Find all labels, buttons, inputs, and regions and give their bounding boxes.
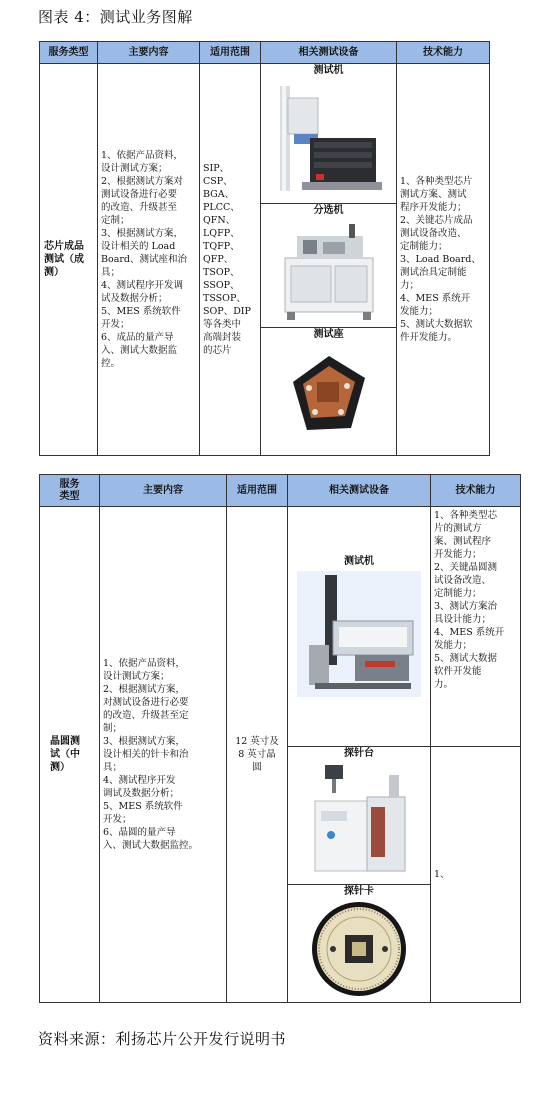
header-capability: 技术能力 — [397, 42, 490, 64]
equipment-label: 测试机 — [313, 65, 344, 76]
header-equipment: 相关测试设备 — [288, 475, 431, 507]
equipment-label: 测试机 — [344, 555, 374, 567]
prober-image — [305, 761, 413, 879]
scope-cell: SIP、CSP、 BGA、 PLCC、 QFN、 LQFP、 TQFP、 QFP、 TSOP、 SSOP、 TSSOP、 SOP、DIP 等各类中 高端封装 的芯片 — [200, 64, 261, 456]
main-content-cell: 1、依据产品资料， 设计测试方案； 2、根据测试方案， 对测试设备进行必要 的改造、升级甚至定 制； 3、根据测试方案， 设计相关的针卡和治 具； 4、测试程序开发 调试及数据分析； 5、MES 系统软件 开发； 6、晶圆的量产导 入、测试大数据监控。 — [100, 507, 227, 1003]
wafer-test-table — [39, 474, 521, 1003]
header-equipment: 相关测试设备 — [261, 42, 397, 64]
main-content-cell: 1、依据产品资料， 设计测试方案； 2、根据测试方案对 测试设备进行必要 的改造、升级甚至 定制； 3、根据测试方案， 设计相关的 Load Board、测试座和治 具； 4、测试程序开发调 试及数据分析； 5、MES 系统软件 开发； 6、成品的量产导 入、测试大数据监 控。 — [98, 64, 200, 456]
header-service-type: 服务 类型 — [40, 475, 100, 507]
handler-machine-image — [275, 218, 383, 322]
capability-cell: 1、各种类型芯片 测试方案、测试 程序开发能力； 2、关键芯片成品 测试设备改造、 定制能力； 3、Load Board、 测试治具定制能 力； 4、MES 系统开 发能力； 5、测试大数据软 件开发能力。 — [397, 64, 490, 456]
source-note: 资料来源：利扬芯片公开发行说明书 — [38, 1030, 287, 1048]
wafer-test-machine-image — [295, 569, 423, 699]
table-header-row — [40, 475, 521, 507]
table-row — [40, 64, 490, 204]
header-scope: 适用范围 — [227, 475, 288, 507]
equipment-label: 分选机 — [313, 205, 344, 216]
capability-extra-cell: 1、 — [431, 747, 521, 1003]
test-socket-image — [279, 342, 379, 442]
header-capability: 技术能力 — [431, 475, 521, 507]
equipment-prober-cell — [288, 747, 431, 885]
equipment-label: 探针台 — [344, 748, 374, 759]
header-main-content: 主要内容 — [98, 42, 200, 64]
equipment-tester-cell — [288, 507, 431, 747]
equipment-socket-cell — [261, 328, 397, 456]
table-header-row — [40, 42, 490, 64]
service-type-cell: 芯片成品 测试（成 测） — [40, 64, 98, 456]
equipment-label: 探针卡 — [344, 886, 374, 897]
figure-title: 图表 4：测试业务图解 — [38, 8, 193, 26]
equipment-tester-cell — [261, 64, 397, 204]
finished-chip-test-table — [39, 41, 490, 456]
header-main-content: 主要内容 — [100, 475, 227, 507]
header-service-type: 服务类型 — [40, 42, 98, 64]
equipment-probe-card-cell — [288, 885, 431, 1003]
equipment-handler-cell — [261, 204, 397, 328]
scope-cell: 12 英寸及 8 英寸晶 圆 — [227, 507, 288, 1003]
equipment-label: 测试座 — [313, 329, 344, 340]
header-scope: 适用范围 — [200, 42, 261, 64]
test-machine-image — [274, 78, 384, 198]
table-row — [40, 507, 521, 747]
probe-card-image — [309, 899, 409, 999]
service-type-cell: 晶圆测 试（中 测） — [40, 507, 100, 1003]
capability-cell: 1、各种类型芯 片的测试方 案、测试程序 开发能力； 2、关键晶圆测 试设备改造、 定制能力； 3、测试方案治 具设计能力； 4、MES 系统开 发能力； 5、测试大数据 软件开发能 力。 — [431, 507, 521, 747]
